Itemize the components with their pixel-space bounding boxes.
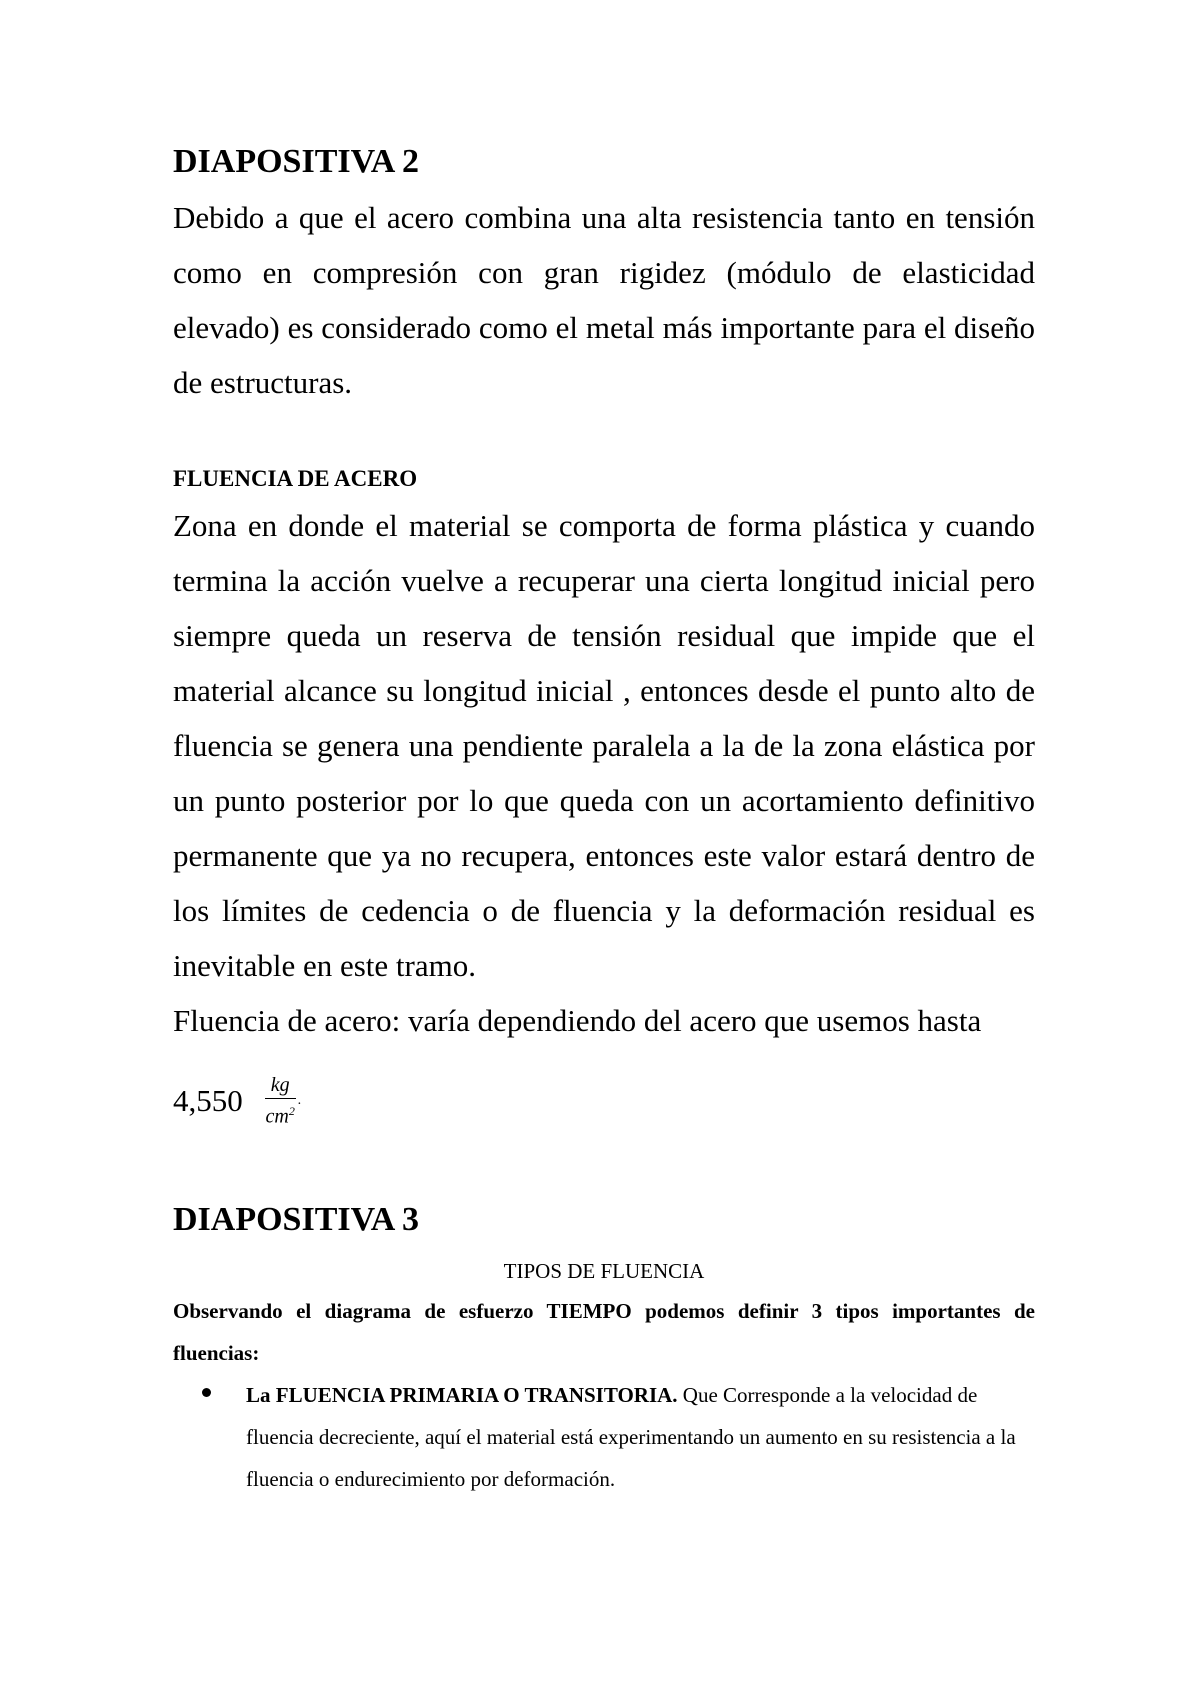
fluencia-types-list xyxy=(173,1374,1035,1500)
bullet-icon xyxy=(202,1388,211,1397)
slide-3-intro: Observando el diagrama de esfuerzo TIEMPO podemos definir 3 tipos importantes de fluencias: xyxy=(173,1299,1035,1365)
document-content xyxy=(173,140,1035,1500)
fluencia-paragraph: Zona en donde el material se comporta de forma plástica y cuando termina la acción vuelve a recuperar una cierta longitud inicial pero siempre queda un reserva de tensión residual que impide que el material alcance su longitud inicial , entonces desde el punto alto de fluencia se genera una pendiente paralela a la de la zona elástica por un punto posterior por lo que queda con un acortamiento definitivo permanente que ya no recupera, entonces este valor estará dentro de los límites de cedencia o de fluencia y la deformación residual es inevitable en este tramo. xyxy=(173,508,1035,983)
bullet-text: Que Corresponde a la velocidad de fluencia decreciente, aquí el material está experimentando un aumento en su resistencia a la fluencia o endurecimiento por deformación. xyxy=(246,1383,1016,1491)
unit-exponent: 2 xyxy=(288,1104,295,1119)
bullet-title: La FLUENCIA PRIMARIA O TRANSITORIA. xyxy=(246,1383,678,1407)
slide-2-paragraph: Debido a que el acero combina una alta resistencia tanto en tensión como en compresión con gran rigidez (módulo de elasticidad elevado) es considerado como el metal más importante para el diseño de estructuras. xyxy=(173,200,1035,400)
list-item xyxy=(246,1374,1035,1500)
fluencia-heading: FLUENCIA DE ACERO xyxy=(173,466,418,491)
unit-numerator: kg xyxy=(265,1074,296,1099)
yield-value-formula xyxy=(173,1066,1035,1136)
unit-denominator-base: cm xyxy=(265,1105,289,1128)
fluencia-note: Fluencia de acero: varía dependiendo del acero que usemos hasta xyxy=(173,1003,982,1038)
slide-3-heading: DIAPOSITIVA 3 xyxy=(173,1201,419,1238)
unit-trailing-dot: . xyxy=(297,1093,302,1108)
slide-3-subtitle: TIPOS DE FLUENCIA xyxy=(503,1259,705,1283)
yield-value: 4,550 xyxy=(173,1083,243,1118)
unit-denominator xyxy=(266,1099,295,1128)
slide-2-heading: DIAPOSITIVA 2 xyxy=(173,143,419,180)
unit-fraction xyxy=(265,1074,296,1128)
